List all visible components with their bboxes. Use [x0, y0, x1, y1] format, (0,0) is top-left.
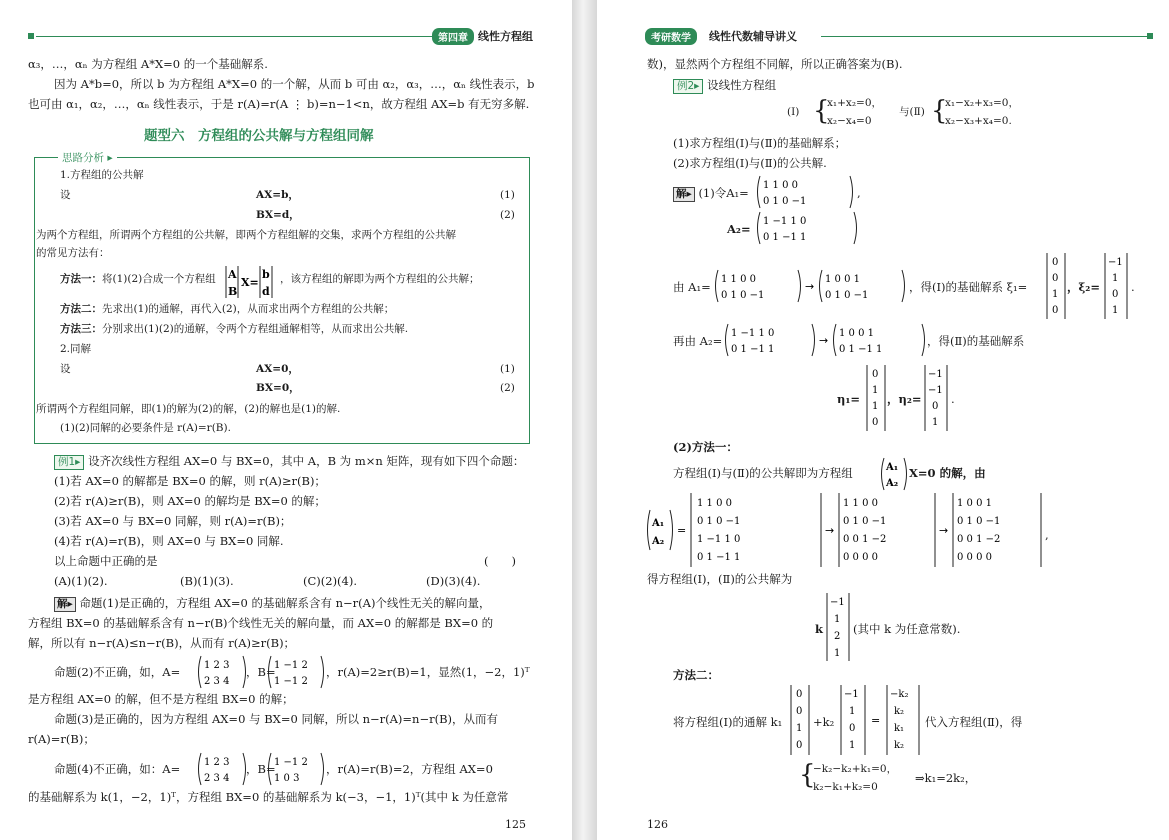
example-2-stem [673, 78, 776, 94]
k-label: k [815, 622, 823, 636]
method-one [60, 272, 216, 286]
method-three-label: 方法三： [60, 323, 102, 335]
equation-number: (1) [500, 189, 515, 201]
svg-text:1: 1 [834, 648, 841, 659]
matrix-a-example-4 [196, 751, 248, 787]
svg-text:1: 1 [796, 723, 803, 734]
comma: , [857, 186, 861, 200]
solution-2-line [673, 186, 749, 202]
series-title: 线性代数辅导讲义 [709, 30, 797, 43]
example-2-tag: 例2▸ [673, 79, 703, 94]
system-1-eq2: x₂−x₄=0 [827, 115, 872, 127]
row-reduction-a1 [713, 268, 909, 304]
svg-text:0 1 0 −1: 0 1 0 −1 [697, 516, 741, 527]
svg-text:1 0 0 1: 1 0 0 1 [957, 498, 992, 509]
method-two [60, 302, 394, 316]
svg-text:1 −1 1 0: 1 −1 1 0 [731, 328, 775, 339]
question-2: (2)求方程组(Ⅰ)与(Ⅱ)的公共解. [673, 156, 827, 170]
solution-2-tag: 解▸ [673, 187, 695, 202]
matrix-b-example-4 [266, 751, 326, 787]
period: . [1131, 280, 1135, 294]
k-note: (其中 k 为任意常数). [853, 622, 961, 636]
svg-text:1 2 3: 1 2 3 [204, 757, 230, 768]
proposition-2: (2)若 r(A)≥r(B)，则 AX=0 的解均是 BX=0 的解； [54, 494, 326, 508]
method-two-label: 方法二： [60, 303, 102, 315]
method-one-tail: X=0 的解，由 [909, 466, 986, 480]
svg-text:0: 0 [849, 723, 856, 734]
plus-k2: +k₂ [813, 715, 835, 729]
svg-text:0 1 0 −1: 0 1 0 −1 [957, 516, 1001, 527]
example-2-text: 设线性方程组 [707, 78, 777, 92]
solution-text: ，r(A)=2≥r(B)=1，显然(1，−2，1)ᵀ [326, 665, 530, 679]
svg-text:1 −1 1 0: 1 −1 1 0 [697, 534, 741, 545]
method-three-text: 分别求出(1)(2)的通解，令两个方程组通解相等，从而求出公共解. [102, 323, 409, 335]
svg-text:1 1 0 0: 1 1 0 0 [843, 498, 878, 509]
svg-text:0: 0 [932, 401, 939, 412]
svg-text:A₁: A₁ [652, 518, 665, 529]
right-running-header [645, 30, 1155, 44]
svg-text:=: = [677, 524, 687, 537]
analysis-text: 的常见方法有： [36, 247, 110, 259]
svg-text:0 1 0 −1: 0 1 0 −1 [825, 290, 869, 301]
method-three [60, 322, 408, 336]
svg-text:−1: −1 [1108, 257, 1123, 268]
vector-xi1 [1045, 252, 1067, 320]
system-1-brace: { [813, 96, 830, 126]
eta2-label: ，η₂= [887, 392, 922, 406]
svg-text:→: → [805, 280, 815, 293]
svg-text:0: 0 [796, 689, 803, 700]
stacked-a1-a2 [879, 456, 909, 492]
svg-text:2: 2 [834, 631, 841, 642]
svg-text:1: 1 [1112, 273, 1119, 284]
eta1-label: η₁= [837, 392, 861, 406]
svg-text:0: 0 [872, 417, 879, 428]
solution-1-line [54, 596, 490, 612]
equation-number: (2) [500, 382, 515, 394]
vector-xi2 [1103, 252, 1129, 320]
analysis-text: (1)(2)同解的必要条件是 r(A)=r(B). [60, 422, 231, 434]
common-solution-text: 得方程组(Ⅰ)，(Ⅱ)的公共解为 [647, 572, 793, 586]
method-one-text: 方程组(Ⅰ)与(Ⅱ)的公共解即为方程组 [673, 466, 853, 480]
svg-text:0: 0 [1052, 305, 1059, 316]
svg-text:1 0 3: 1 0 3 [274, 773, 300, 784]
example-1-text: 设齐次线性方程组 AX=0 与 BX=0，其中 A，B 为 m×n 矩阵，现有如下四个命题： [88, 454, 525, 468]
svg-text:A: A [228, 268, 237, 281]
svg-text:0 1 −1 1: 0 1 −1 1 [763, 232, 807, 243]
solution-text: 命题(4)不正确，如：A= [54, 762, 181, 776]
method-two-text: 将方程组(Ⅰ)的通解 k₁ [673, 715, 783, 729]
svg-text:k₂: k₂ [894, 706, 905, 717]
vector-eta2 [923, 364, 949, 432]
text-line: 也可由 α₁，α₂，…，αₙ 线性表示，于是 r(A)=r(A ⋮ b)=n−1<n，故方程组 AX=b 有无穷多解. [28, 97, 530, 111]
heading-common-solution: 1.方程组的公共解 [60, 169, 144, 181]
solution-1-text: 命题(1)是正确的，方程组 AX=0 的基础解系含有 n−r(A)个线性无关的解向量， [79, 596, 491, 610]
svg-text:1: 1 [849, 706, 856, 717]
svg-text:1: 1 [834, 614, 841, 625]
svg-text:1: 1 [1112, 305, 1119, 316]
row-reduce-text: 由 A₁= [673, 280, 711, 294]
svg-text:0 1 0 −1: 0 1 0 −1 [843, 516, 887, 527]
system-2-eq2: x₂−x₃+x₄=0. [945, 115, 1012, 127]
method-two-text: 先求出(1)的通解，再代入(2)，从而求出两个方程组的公共解； [102, 303, 395, 315]
book-gutter [572, 0, 597, 840]
page-number: 125 [505, 818, 526, 831]
solution-text: ，B= [246, 665, 276, 679]
svg-text:1: 1 [872, 401, 879, 412]
svg-text:d: d [262, 285, 270, 298]
svg-text:0 0 1 −2: 0 0 1 −2 [957, 534, 1001, 545]
svg-text:0: 0 [796, 706, 803, 717]
matrix-a-example-2 [196, 654, 248, 690]
chapter-title: 线性方程组 [478, 30, 533, 43]
basis-1-text: ，得(Ⅰ)的基础解系 ξ₁= [909, 280, 1028, 294]
vector-eta1 [865, 364, 887, 432]
right-page [597, 0, 1169, 840]
general-solution-sum [789, 684, 939, 756]
example-1-tag: 例1▸ [54, 455, 84, 470]
svg-text:0: 0 [796, 740, 803, 751]
svg-text:0 0 0 0: 0 0 0 0 [843, 552, 878, 563]
proposition-1: (1)若 AX=0 的解都是 BX=0 的解，则 r(A)≥r(B)； [54, 474, 326, 488]
equation-number: (2) [500, 209, 515, 221]
solution-text: 解，所以有 n−r(A)≤n−r(B)，从而有 r(A)≥r(B)； [28, 636, 296, 650]
proposition-3: (3)若 AX=0 与 BX=0 同解，则 r(A)=r(B)； [54, 514, 292, 528]
svg-text:−1: −1 [844, 689, 859, 700]
common-solution-vector [825, 592, 851, 662]
svg-text:0: 0 [1052, 273, 1059, 284]
solution-1-tag: 解▸ [54, 597, 76, 612]
svg-text:0: 0 [872, 369, 879, 380]
row-reduction-a2 [723, 322, 927, 358]
text-line: 数)，显然两个方程组不同解，所以正确答案为(B). [647, 57, 903, 71]
svg-text:1 −1 2: 1 −1 2 [274, 660, 308, 671]
svg-text:=: = [871, 714, 881, 727]
solution-text: 方程组 BX=0 的基础解系含有 n−r(B)个线性无关的解向量，而 AX=0 的解都是 BX=0 的 [28, 616, 494, 630]
method-one-title: (2)方法一： [673, 440, 738, 454]
svg-text:1 1 0 0: 1 1 0 0 [763, 180, 798, 191]
solution-text: ，r(A)=r(B)=2，方程组 AX=0 [326, 762, 493, 776]
left-page [0, 0, 572, 840]
svg-text:1 2 3: 1 2 3 [204, 660, 230, 671]
stacked-system-matrix [224, 264, 278, 300]
svg-text:A₂: A₂ [886, 478, 899, 489]
svg-text:→: → [825, 524, 835, 537]
final-eq2: k₂−k₁+k₂=0 [813, 781, 878, 793]
svg-text:1: 1 [849, 740, 856, 751]
svg-text:−k₂: −k₂ [890, 689, 909, 700]
option-b: (B)(1)(3). [180, 574, 234, 588]
solution-2-text: (1)令A₁= [698, 186, 749, 200]
chapter-badge: 第四章 [432, 28, 474, 45]
svg-text:2 3 4: 2 3 4 [204, 773, 230, 784]
section-title: 题型六 方程组的公共解与方程组同解 [144, 128, 374, 144]
option-d: (D)(3)(4). [426, 574, 481, 588]
matrix-a2 [755, 210, 859, 246]
period: . [951, 392, 955, 406]
svg-text:1 −1 2: 1 −1 2 [274, 757, 308, 768]
solution-text: r(A)=r(B)； [28, 732, 95, 746]
svg-text:0 1 0 −1: 0 1 0 −1 [721, 290, 765, 301]
svg-text:1 0 0 1: 1 0 0 1 [839, 328, 874, 339]
analysis-label: 思路分析 ▸ [58, 150, 117, 165]
heading-same-solution: 2.同解 [60, 343, 92, 355]
solution-text: 是方程组 AX=0 的解，但不是方程组 BX=0 的解； [28, 692, 294, 706]
solution-text: 的基础解系为 k(1，−2，1)ᵀ，方程组 BX=0 的基础解系为 k(−3，−1，1)ᵀ(其中 k 为任意常 [28, 790, 509, 804]
header-square-left [28, 33, 34, 39]
let-text: 设 [60, 363, 71, 375]
final-eq1: −k₂−k₂+k₁=0， [813, 763, 898, 775]
system-2-eq1: x₁−x₂+x₃=0， [945, 97, 1019, 109]
solution-text: ，B= [246, 762, 276, 776]
proposition-4: (4)若 r(A)=r(B)，则 AX=0 与 BX=0 同解. [54, 534, 284, 548]
svg-text:0: 0 [1112, 289, 1119, 300]
series-badge: 考研数学 [645, 28, 697, 45]
option-a: (A)(1)(2). [54, 574, 108, 588]
svg-text:0: 0 [1052, 257, 1059, 268]
system-1-eq1: x₁+x₂=0， [827, 97, 883, 109]
svg-text:0 1 −1 1: 0 1 −1 1 [731, 344, 775, 355]
svg-text:−1: −1 [928, 385, 943, 396]
question-text: 以上命题中正确的是 [54, 554, 158, 568]
system-2-brace: { [931, 96, 948, 126]
svg-text:1 1 0 0: 1 1 0 0 [697, 498, 732, 509]
matrix-a1 [755, 174, 855, 210]
xi2-label: ，ξ₂= [1067, 280, 1100, 294]
svg-text:1 −1 2: 1 −1 2 [274, 676, 308, 687]
svg-text:A₂: A₂ [652, 536, 665, 547]
answer-parentheses: ( ) [484, 554, 516, 568]
svg-text:k₂: k₂ [894, 740, 905, 751]
system-connector: 与(Ⅱ) [899, 106, 925, 118]
solution-text: 命题(2)不正确，如，A= [54, 665, 181, 679]
header-rule [36, 36, 456, 37]
svg-text:k₁: k₁ [894, 723, 905, 734]
system-1-label: (Ⅰ) [787, 106, 800, 118]
svg-text:0 1 0 −1: 0 1 0 −1 [763, 196, 807, 207]
svg-text:1: 1 [872, 385, 879, 396]
svg-text:1: 1 [1052, 289, 1059, 300]
equation-4: BX=0， [256, 382, 300, 394]
svg-text:1 0 0 1: 1 0 0 1 [825, 274, 860, 285]
method-one-tail: ，该方程组的解即为两个方程组的公共解； [280, 273, 480, 285]
analysis-text: 所谓两个方程组同解，即(1)的解为(2)的解，(2)的解也是(1)的解. [36, 403, 341, 415]
comma: , [1045, 528, 1049, 542]
equation-1: AX=b， [256, 189, 299, 201]
svg-text:1 −1 1 0: 1 −1 1 0 [763, 216, 807, 227]
svg-text:→: → [939, 524, 949, 537]
method-one-label: 方法一： [60, 273, 102, 285]
left-running-header [28, 30, 538, 44]
header-square-right [1147, 33, 1153, 39]
equation-3: AX=0， [256, 363, 299, 375]
svg-text:0 0 0 0: 0 0 0 0 [957, 552, 992, 563]
svg-text:0 1 −1 1: 0 1 −1 1 [839, 344, 883, 355]
method-two-title: 方法二： [673, 668, 719, 682]
svg-text:X=: X= [241, 276, 259, 289]
text-line: 因为 A*b=0，所以 b 为方程组 A*X=0 的一个解，从而 b 可由 α₂，α₃，…，αₙ 线性表示，b [54, 77, 535, 91]
combined-row-reduction [645, 492, 1045, 568]
question-1: (1)求方程组(Ⅰ)与(Ⅱ)的基础解系； [673, 136, 847, 150]
text-line: α₃，…，αₙ 为方程组 A*X=0 的一个基础解系. [28, 57, 268, 71]
header-rule [821, 36, 1147, 37]
equation-2: BX=d， [256, 209, 300, 221]
analysis-text: 为两个方程组，所谓两个方程组的公共解，即两个方程组解的交集，求两个方程组的公共解 [36, 229, 456, 241]
matrix-b-example-2 [266, 654, 326, 690]
final-result: ⇒k₁=2k₂， [915, 771, 977, 785]
final-brace: { [799, 760, 816, 790]
svg-text:→: → [819, 334, 829, 347]
svg-text:−1: −1 [928, 369, 943, 380]
equation-number: (1) [500, 363, 515, 375]
example-1-stem [54, 454, 524, 470]
svg-text:A₁: A₁ [886, 462, 899, 473]
row-reduce-text: 再由 A₂= [673, 334, 723, 348]
matrix-a2-label: A₂= [727, 222, 751, 236]
svg-text:2 3 4: 2 3 4 [204, 676, 230, 687]
svg-text:0 0 1 −2: 0 0 1 −2 [843, 534, 887, 545]
substitute-text: 代入方程组(Ⅱ)，得 [925, 715, 1023, 729]
svg-text:0 1 −1 1: 0 1 −1 1 [697, 552, 741, 563]
solution-text: 命题(3)是正确的，因为方程组 AX=0 与 BX=0 同解，所以 n−r(A)=n−r(B)，从而有 [54, 712, 499, 726]
svg-text:b: b [262, 268, 270, 281]
basis-2-text: ，得(Ⅱ)的基础解系 [927, 334, 1025, 348]
svg-text:1 1 0 0: 1 1 0 0 [721, 274, 756, 285]
svg-text:1: 1 [932, 417, 939, 428]
method-one-text: 将(1)(2)合成一个方程组 [102, 273, 216, 285]
option-c: (C)(2)(4). [303, 574, 358, 588]
svg-text:−1: −1 [830, 597, 845, 608]
page-number: 126 [647, 818, 668, 831]
let-text: 设 [60, 189, 71, 201]
svg-text:B: B [228, 285, 238, 298]
